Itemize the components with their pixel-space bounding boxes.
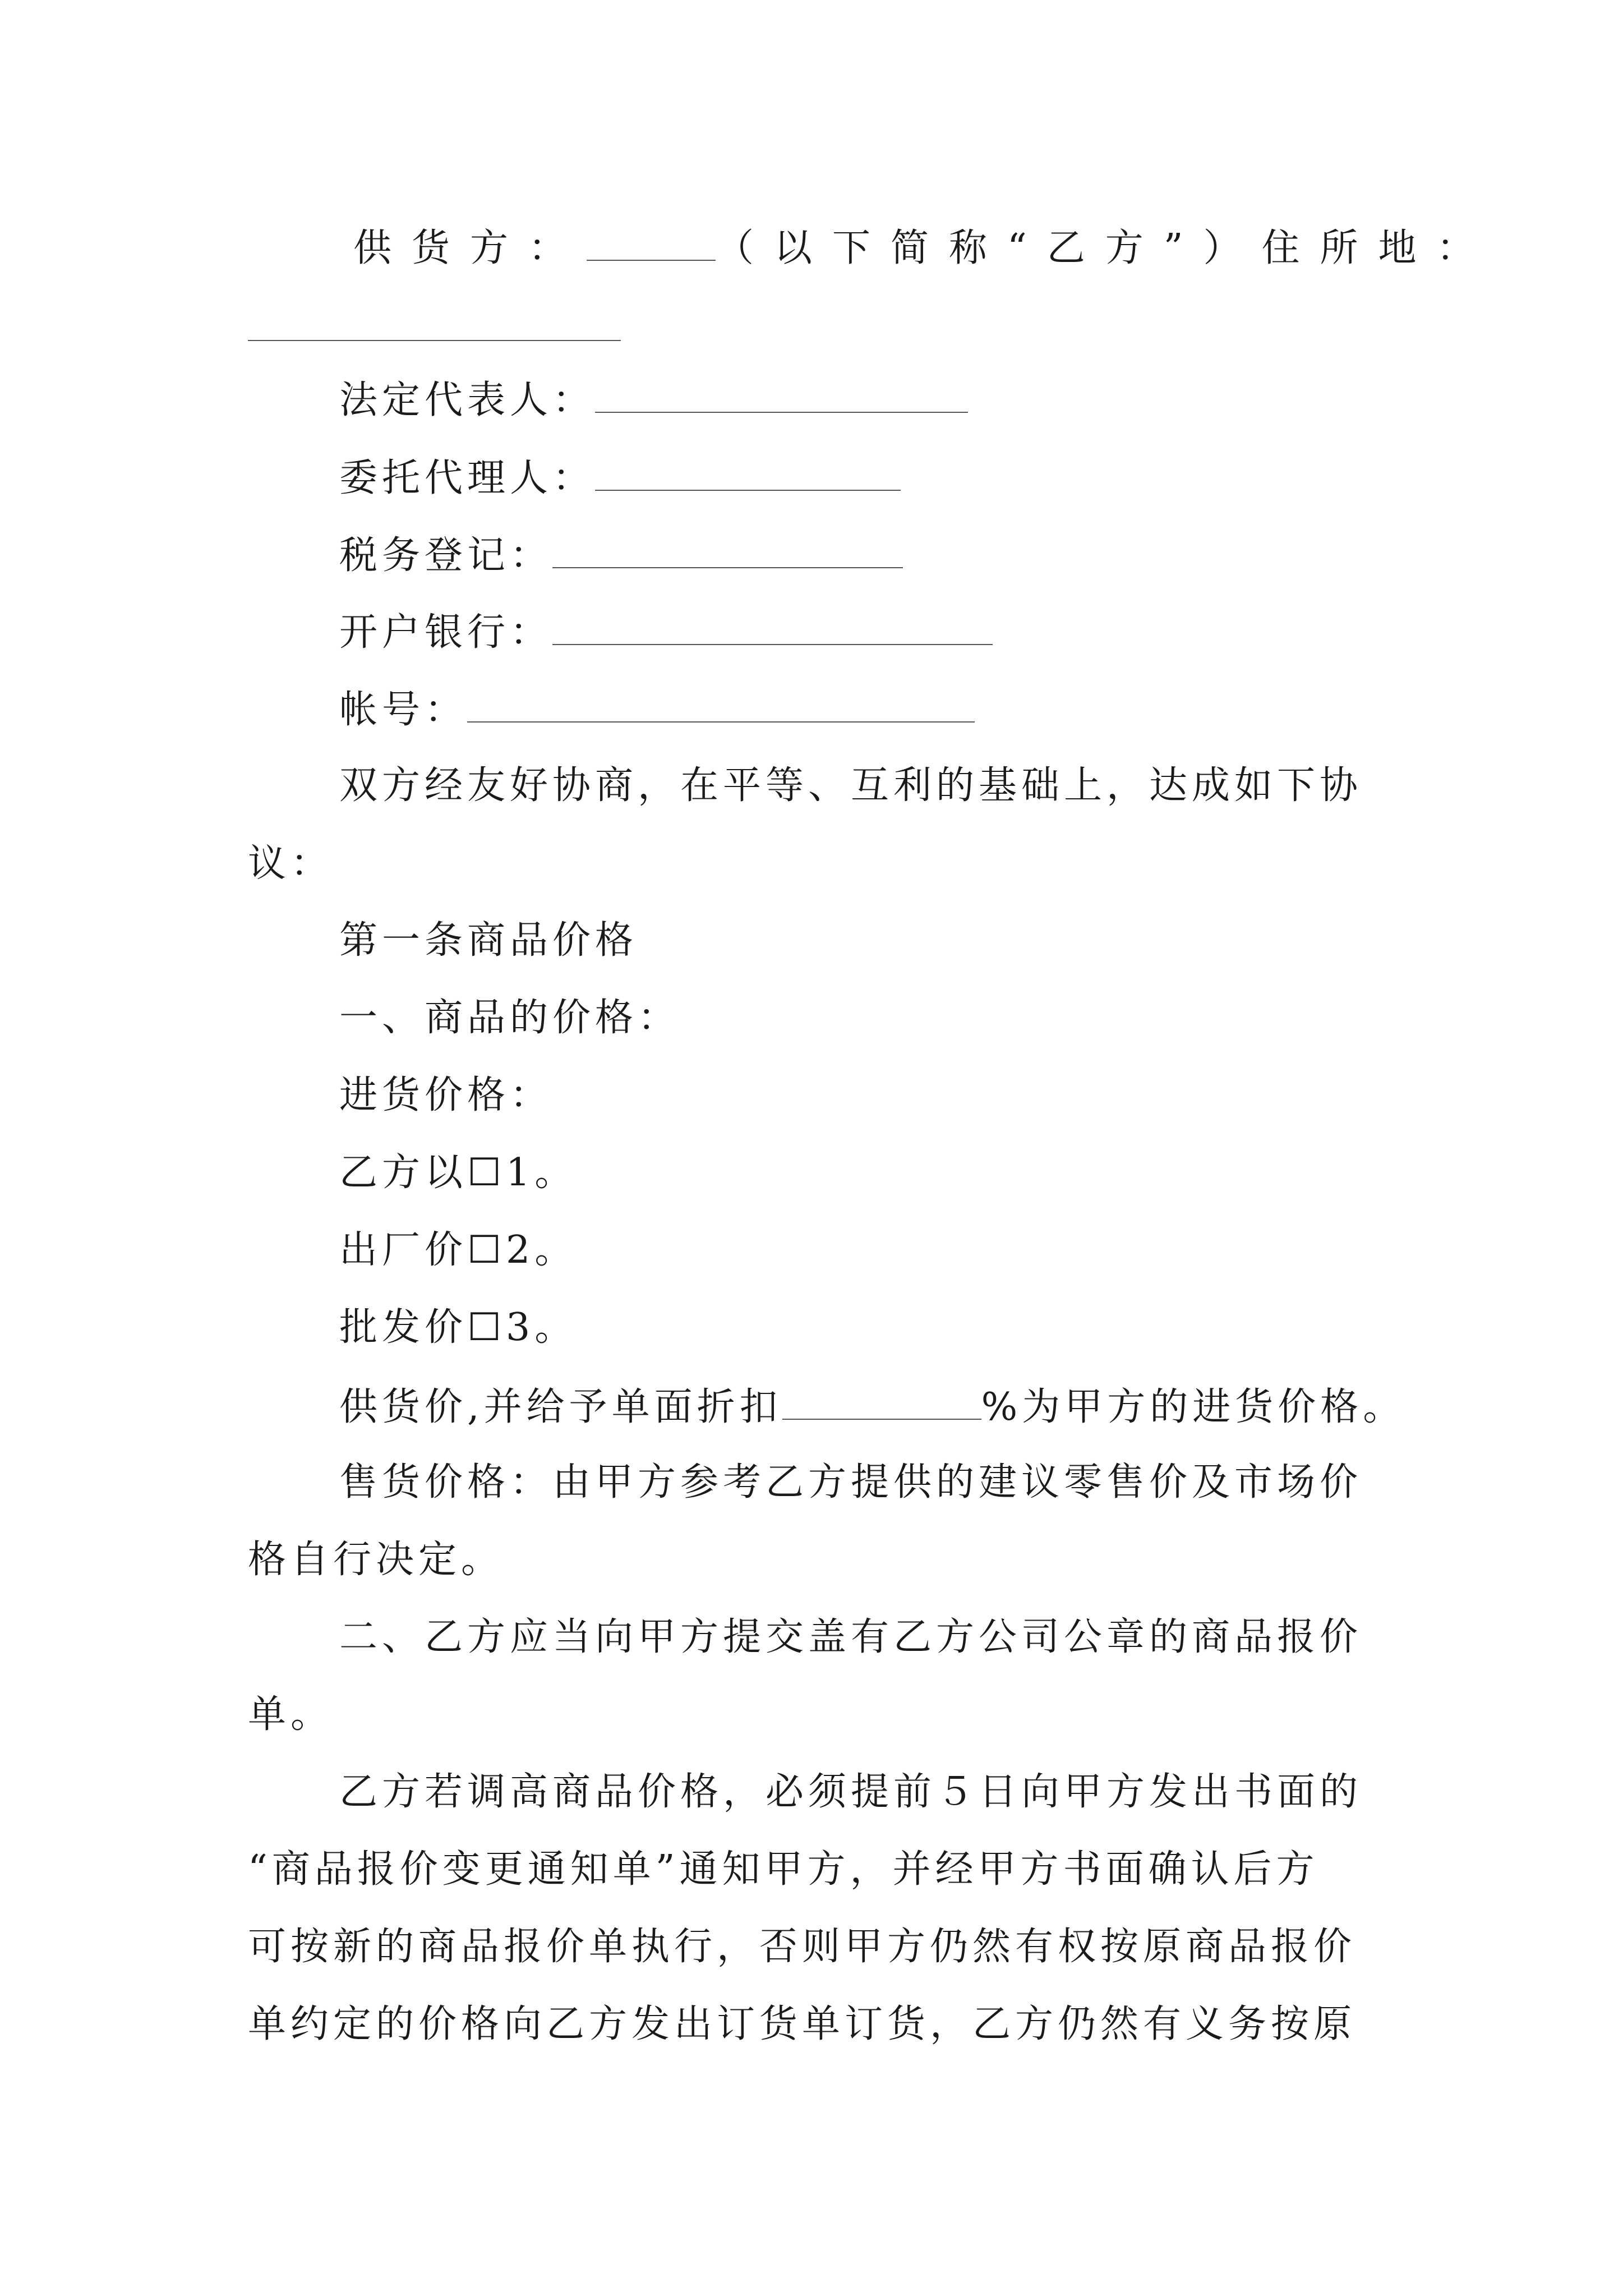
section-2-line-2: 单。 — [248, 1692, 334, 1737]
section-1-heading: 一、商品的价格： — [339, 996, 681, 1040]
supplier-line — [353, 227, 1495, 268]
authorized-agent-field — [339, 457, 901, 498]
supplier-label: 供货方： — [353, 226, 587, 270]
address-blank — [248, 340, 621, 341]
discount-suffix: %为甲方的进货价格。 — [981, 1385, 1406, 1429]
discount-prefix: 供货价,并给予单面折扣 — [339, 1385, 782, 1429]
purchase-price-label: 进货价格： — [339, 1073, 553, 1117]
price-change-line-2: “商品报价变更通知单”通知甲方，并经甲方书面确认后方 — [248, 1847, 1319, 1892]
supplier-name-blank — [587, 227, 716, 261]
price-change-line-1: 乙方若调高商品价格，必须提前５日向甲方发出书面的 — [339, 1770, 1363, 1814]
bank-label: 开户银行： — [339, 610, 553, 655]
supplier-abbr: （以下简称“乙方”）住所地： — [716, 226, 1495, 270]
authorized-agent-blank — [595, 457, 901, 491]
discount-line — [339, 1386, 1405, 1427]
agreement-line-1: 双方经友好协商，在平等、互利的基础上，达成如下协 — [339, 763, 1363, 808]
legal-representative-label: 法定代表人： — [339, 378, 596, 422]
option-1: 乙方以☐1。 — [339, 1151, 578, 1195]
price-change-line-4: 单约定的价格向乙方发出订货单订货，乙方仍然有义务按原 — [248, 2002, 1357, 2046]
discount-blank — [782, 1386, 981, 1420]
sale-price-line-2: 格自行决定。 — [248, 1538, 504, 1582]
option-3: 批发价☐3。 — [339, 1305, 578, 1350]
legal-representative-blank — [595, 379, 968, 413]
tax-registration-label: 税务登记： — [339, 533, 553, 578]
tax-registration-field — [339, 533, 903, 578]
sale-price-line-1: 售货价格：由甲方参考乙方提供的建议零售价及市场价 — [339, 1460, 1363, 1504]
bank-field — [339, 610, 993, 655]
option-2: 出厂价☐2。 — [339, 1228, 578, 1272]
tax-registration-blank — [552, 535, 903, 568]
price-change-line-3: 可按新的商品报价单执行，否则甲方仍然有权按原商品报价 — [248, 1925, 1357, 1969]
section-2-line-1: 二、乙方应当向甲方提交盖有乙方公司公章的商品报价 — [339, 1615, 1363, 1659]
account-blank — [467, 689, 975, 723]
agreement-line-2: 议： — [248, 841, 334, 886]
account-label: 帐号： — [339, 688, 468, 732]
account-field — [339, 688, 975, 732]
legal-representative-field — [339, 379, 968, 420]
authorized-agent-label: 委托代理人： — [339, 456, 596, 500]
bank-blank — [552, 611, 993, 645]
article-1-title: 第一条商品价格 — [339, 918, 638, 963]
